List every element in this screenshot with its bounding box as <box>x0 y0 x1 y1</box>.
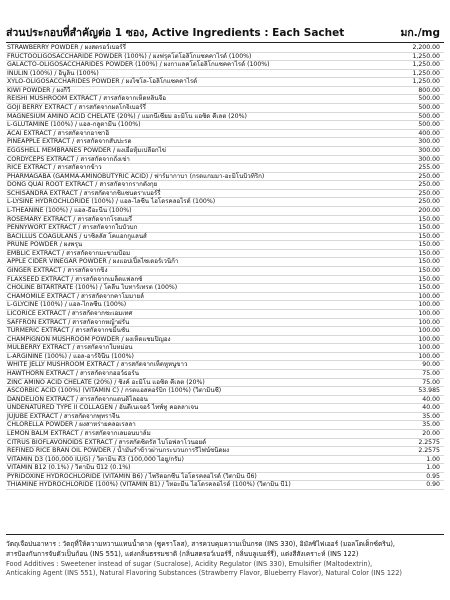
ingredient-name: MULBERRY EXTRACT / สารสกัดจากใบหม่อน <box>7 344 133 352</box>
ingredient-amount: 150.00 <box>418 267 440 275</box>
ingredient-name: ZINC AMINO ACID CHELATE (20%) / ซิงค์ อะมิโน แอซิด คีเลต (20%) <box>7 378 205 386</box>
ingredient-name: CITRUS BIOFLAVONOIDS EXTRACT / สารสกัดซิตรัส ไบโอฟลาโวนอยด์ <box>7 438 207 446</box>
ingredient-name: CORDYCEPS EXTRACT / สารสกัดจากถั่งเช่า <box>7 155 130 163</box>
food-additives-note <box>6 540 444 579</box>
ingredient-amount: 300.00 <box>418 138 440 146</box>
ingredient-amount: 500.00 <box>418 121 440 129</box>
table-row <box>6 78 444 87</box>
ingredient-amount: 0.90 <box>426 481 440 489</box>
header-divider <box>6 42 444 43</box>
ingredient-amount: 500.00 <box>418 104 440 112</box>
ingredient-name: L-LYSINE HYDROCHLORIDE (100%) / แอล-ไลซีน ไฮโดรคลอไรด์ (100%) <box>7 198 216 206</box>
table-row <box>6 130 444 139</box>
ingredient-name: GINGER EXTRACT / สารสกัดจากขิง <box>7 267 108 275</box>
ingredient-amount: 35.00 <box>422 412 440 420</box>
table-row <box>6 284 444 293</box>
table-row <box>6 207 444 216</box>
ingredient-name: ACAI EXTRACT / สารสกัดจากอาซาอิ <box>7 129 110 137</box>
ingredient-name: MAGNESIUM AMINO ACID CHELATE (20%) / แมกนีเซียม อะมิโน แอซิด คีเลต (20%) <box>7 112 247 120</box>
ingredient-name: DANDELION EXTRACT / สารสกัดจากแดนดิไลออน <box>7 395 148 403</box>
table-row <box>6 404 444 413</box>
ingredient-amount: 90.00 <box>422 361 440 369</box>
ingredient-amount: 1,250.00 <box>412 61 440 69</box>
table-row <box>6 138 444 147</box>
ingredient-name: ASCORBIC ACID (100%) (VITAMIN C) / กรดแอสคอร์บิก (100%) (วิตามินซี) <box>7 387 222 395</box>
ingredient-name: DONG QUAI ROOT EXTRACT / สารสกัดจากรากตังกุย <box>7 181 158 189</box>
ingredient-name: INULIN (100%) / อินูลิน (100%) <box>7 69 99 77</box>
ingredient-amount: 500.00 <box>418 112 440 120</box>
additives-english-line-1: Food Additives : Sweetener instead of sugar (Sucralose), Acidity Regulator (INS 330), Emulsifier (Maltodextrin), <box>6 559 373 568</box>
ingredient-name: CHAMPIGNON MUSHROOM POWDER / ผงเห็ดแชมปิญอง <box>7 335 171 343</box>
ingredient-amount: 150.00 <box>418 232 440 240</box>
ingredient-amount: 150.00 <box>418 275 440 283</box>
ingredient-name: PINEAPPLE EXTRACT / สารสกัดจากสับปะรด <box>7 138 132 146</box>
ingredient-name: CHLORELLA POWDER / ผงสาหร่ายคลอเรลลา <box>7 421 136 429</box>
table-row <box>6 61 444 70</box>
ingredient-amount: 1,250.00 <box>412 52 440 60</box>
ingredient-amount: 100.00 <box>418 344 440 352</box>
ingredient-amount: 2.2575 <box>418 447 440 455</box>
ingredient-name: VITAMIN B12 (0.1%) / วิตามิน บี12 (0.1%) <box>7 464 131 472</box>
ingredient-name: WHITE JELLY MUSHROOM EXTRACT / สารสกัดจากเห็ดหูหนูขาว <box>7 361 188 369</box>
ingredient-amount: 75.00 <box>422 369 440 377</box>
ingredient-amount: 40.00 <box>422 404 440 412</box>
table-header <box>6 24 444 40</box>
additives-english-line-2: Anticaking Agent (INS 551), Natural Flavoring Substances (Strawberry Flavor, Blueberry Flavor), Natural Color (INS 122) <box>6 569 402 578</box>
ingredient-name: VITAMIN D3 (100,000 IU/G) / วิตามิน ดี3 (100,000 ไอยู/กรัม) <box>7 455 184 463</box>
table-row <box>6 336 444 345</box>
ingredient-name: L-GLYCINE (100%) / แอล-ไกลซีน (100%) <box>7 301 127 309</box>
ingredient-amount: 500.00 <box>418 95 440 103</box>
ingredient-amount: 250.00 <box>418 198 440 206</box>
ingredient-amount: 150.00 <box>418 241 440 249</box>
ingredient-amount: 0.95 <box>426 472 440 480</box>
ingredient-amount: 150.00 <box>418 249 440 257</box>
ingredient-name: STRAWBERRY POWDER / ผงสตรอว์เบอร์รี่ <box>7 44 126 51</box>
ingredient-name: FLAXSEED EXTRACT / สารสกัดจากเมล็ดแฟลกซ์ <box>7 275 143 283</box>
ingredient-name: KIWI POWDER / ผงกีวี <box>7 86 71 94</box>
ingredient-name: BACILLUS COAGULANS / บาซิลลัส โคแอกกูแลนส์ <box>7 232 147 240</box>
ingredient-name: ROSEMARY EXTRACT / สารสกัดจากโรสแมรี่ <box>7 215 133 223</box>
ingredient-name: RICE EXTRACT / สารสกัดจากข้าว <box>7 164 102 172</box>
ingredient-table <box>6 44 444 490</box>
table-row <box>6 379 444 388</box>
table-row <box>6 156 444 165</box>
table-row <box>6 413 444 422</box>
ingredient-amount: 1,250.00 <box>412 69 440 77</box>
ingredient-amount: 150.00 <box>418 258 440 266</box>
ingredient-amount: 400.00 <box>418 129 440 137</box>
ingredient-name: CHOLINE BITARTRATE (100%) / โคลีน ไบทาร์เทรต (100%) <box>7 284 178 292</box>
ingredient-name: L-ARGININE (100%) / แอล-อาร์จินีน (100%) <box>7 352 134 360</box>
ingredient-amount: 250.00 <box>418 181 440 189</box>
table-row <box>6 216 444 225</box>
table-row <box>6 267 444 276</box>
table-row <box>6 370 444 379</box>
ingredient-amount: 150.00 <box>418 224 440 232</box>
ingredient-name: L-THEANINE (100%) / แอล-ธีอะนีน (100%) <box>7 206 132 214</box>
table-row <box>6 396 444 405</box>
ingredient-amount: 100.00 <box>418 327 440 335</box>
ingredient-amount: 53.985 <box>418 387 440 395</box>
ingredient-amount: 200.00 <box>418 206 440 214</box>
table-row <box>6 319 444 328</box>
page-title: ส่วนประกอบที่สำคัญต่อ 1 ซอง, Active Ingredients : Each Sachet <box>6 27 345 39</box>
table-row <box>6 344 444 353</box>
ingredient-name: GOJI BERRY EXTRACT / สารสกัดจากผลโกจิเบอร์รี่ <box>7 104 146 112</box>
table-row <box>6 447 444 456</box>
table-row <box>6 95 444 104</box>
ingredient-amount: 150.00 <box>418 215 440 223</box>
ingredient-amount: 100.00 <box>418 318 440 326</box>
ingredient-amount: 100.00 <box>418 335 440 343</box>
ingredient-name: EMBLIC EXTRACT / สารสกัดจากมะขามป้อม <box>7 249 131 257</box>
table-row <box>6 464 444 473</box>
ingredient-name: CHAMOMILE EXTRACT / สารสกัดจากคาโมมายล์ <box>7 292 144 300</box>
table-row <box>6 361 444 370</box>
table-row <box>6 224 444 233</box>
ingredient-name: XYLO-OLIGOSACCHARIDES POWDER / ผงไซโล-โอลิโกแซคคาไรด์ <box>7 78 198 86</box>
table-row <box>6 198 444 207</box>
table-row <box>6 327 444 336</box>
ingredient-amount: 1.00 <box>426 455 440 463</box>
table-row <box>6 301 444 310</box>
ingredient-name: FRUCTOOLIGOSACCHARIDE POWDER (100%) / ผงฟรุคโตโอลิโกแซคคาไรด์ (100%) <box>7 52 252 60</box>
ingredient-name: LEMON BALM EXTRACT / สารสกัดจากเลมอนบาล์ม <box>7 430 151 438</box>
ingredient-name: THIAMINE HYDROCHLORIDE (100%) (VITAMIN B1) / ไทอะมีน ไฮโดรคลอไรด์ (100%) (วิตามิน บี1) <box>7 481 291 489</box>
ingredient-amount: 40.00 <box>422 395 440 403</box>
ingredient-name: L-GLUTAMINE (100%) / แอล-กลูตามีน (100%) <box>7 121 141 129</box>
ingredient-amount: 100.00 <box>418 301 440 309</box>
table-row <box>6 181 444 190</box>
additives-thai-line-2: สารป้องกันการจับตัวเป็นก้อน (INS 551), แต่งกลิ่นธรรมชาติ (กลิ่นสตรอว์เบอร์รี่, กลิ่นบลูเบอร์รี่), แต่งสีสังเคราะห์ (INS 122) <box>6 549 359 558</box>
ingredient-amount: 2,200.00 <box>412 44 440 51</box>
table-row <box>6 164 444 173</box>
ingredient-amount: 250.00 <box>418 172 440 180</box>
table-row <box>6 241 444 250</box>
ingredient-amount: 1,250.00 <box>412 78 440 86</box>
ingredient-amount: 255.00 <box>418 164 440 172</box>
table-row <box>6 258 444 267</box>
table-row <box>6 481 444 490</box>
ingredient-amount: 20.00 <box>422 430 440 438</box>
table-row <box>6 147 444 156</box>
ingredient-name: REISHI MUSHROOM EXTRACT / สารสกัดจากเห็ดหลินจือ <box>7 95 166 103</box>
ingredient-name: APPLE CIDER VINEGAR POWDER / ผงแอปเปิ้ลไซเดอร์เวนิก้า <box>7 258 179 266</box>
additives-thai-line-1: วัตถุเจือปนอาหาร : วัตถุที่ให้ความหวานแทนน้ำตาล (ซูคราโลส), สารควบคุมความเป็นกรด (INS 330), อิมัลซิไฟเออร์ (มอลโตเด็กซ์ตริน), <box>6 540 396 548</box>
ingredient-name: EGGSHELL MEMBRANES POWDER / ผงเยื่อหุ้มเปลือกไข่ <box>7 146 167 154</box>
ingredient-name: PENNYWORT EXTRACT / สารสกัดจากใบบัวบก <box>7 224 138 232</box>
ingredient-amount: 2.2575 <box>418 438 440 446</box>
ingredient-name: PYRIDOXINE HYDROCHLORIDE (VITAMIN B6) / ไพริดอกซีน ไฮโดรคลอไรด์ (วิตามิน บี6) <box>7 472 257 480</box>
ingredient-amount: 1.00 <box>426 464 440 472</box>
unit-label: มก./mg <box>400 27 440 39</box>
table-row <box>6 53 444 62</box>
ingredient-name: UNDENATURED TYPE II COLLAGEN / อันดีเนเจอร์ ไทพ์ทู คอลลาเจน <box>7 404 199 412</box>
table-row <box>6 104 444 113</box>
ingredient-amount: 35.00 <box>422 421 440 429</box>
table-row <box>6 310 444 319</box>
ingredient-name: TURMERIC EXTRACT / สารสกัดจากขมิ้นชัน <box>7 327 130 335</box>
ingredient-name: JUJUBE EXTRACT / สารสกัดจากพุทราจีน <box>7 412 120 420</box>
table-row <box>6 233 444 242</box>
ingredient-name: PRUNE POWDER / ผงพรุน <box>7 241 83 249</box>
ingredient-amount: 300.00 <box>418 155 440 163</box>
ingredient-amount: 800.00 <box>418 86 440 94</box>
ingredient-amount: 100.00 <box>418 292 440 300</box>
table-row <box>6 439 444 448</box>
ingredient-amount: 100.00 <box>418 309 440 317</box>
ingredient-name: PHARMAGABA (GAMMA-AMINOBUTYRIC ACID) / ฟาร์มากาบา (กรดแกมมา-อะมิโนบิวทิริก) <box>7 172 265 180</box>
ingredient-amount: 150.00 <box>418 284 440 292</box>
ingredient-name: SAFFRON EXTRACT / สารสกัดจากหญ้าฝรั่น <box>7 318 130 326</box>
ingredient-amount: 100.00 <box>418 352 440 360</box>
table-row <box>6 276 444 285</box>
table-row <box>6 44 444 53</box>
ingredient-name: SCHISANDRA EXTRACT / สารสกัดจากชิแซนดราเบอร์รี่ <box>7 189 161 197</box>
table-row <box>6 113 444 122</box>
table-row <box>6 173 444 182</box>
table-row <box>6 421 444 430</box>
table-row <box>6 430 444 439</box>
ingredient-amount: 250.00 <box>418 189 440 197</box>
table-row <box>6 387 444 396</box>
ingredient-amount: 75.00 <box>422 378 440 386</box>
ingredient-amount: 300.00 <box>418 146 440 154</box>
ingredient-name: GALACTO-OLIGOSACCHARIDES POWDER (100%) / ผงกาแลคโตโอลิโกแซคคาไรด์ (100%) <box>7 61 270 69</box>
ingredient-name: HAWTHORN EXTRACT / สารสกัดจากฮอว์ธอร์น <box>7 369 139 377</box>
ingredient-name: REFINED RICE BRAN OIL POWDER / น้ำมันรำข้าวผ่านกระบวนการรีไฟน์ชนิดผง <box>7 447 230 455</box>
footer-divider <box>6 534 444 535</box>
ingredient-name: LICORICE EXTRACT / สารสกัดจากชะเอมเทศ <box>7 309 133 317</box>
table-row <box>6 121 444 130</box>
